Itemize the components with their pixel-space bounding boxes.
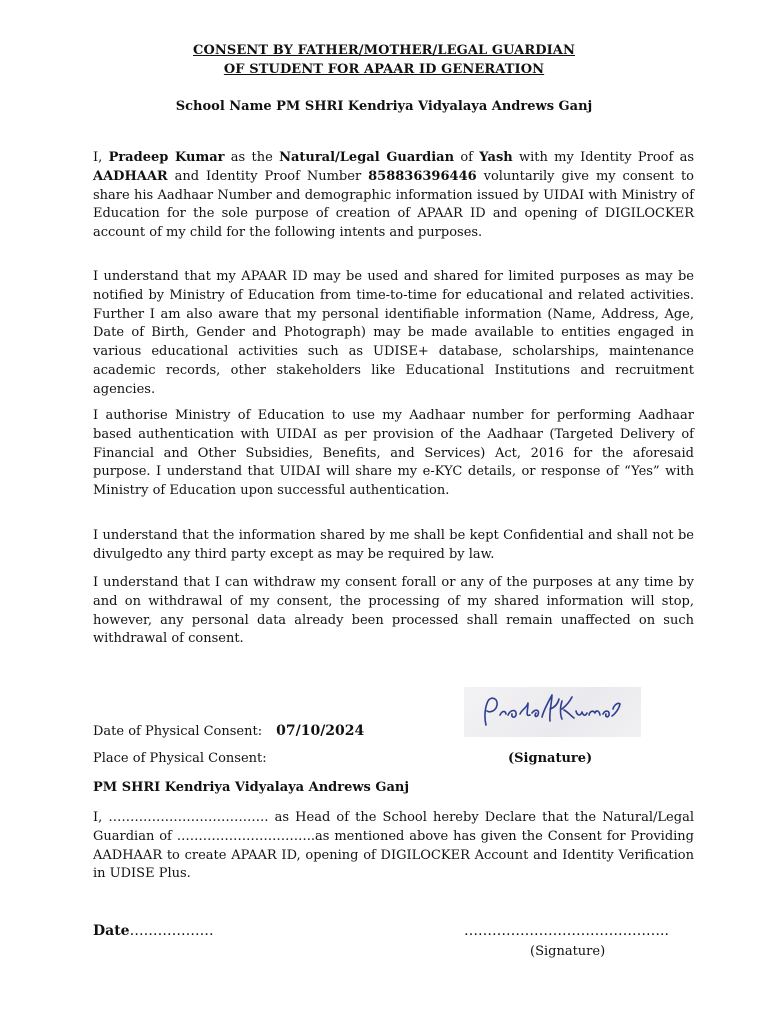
- signature-scribble: [464, 687, 641, 737]
- head-signature-label: (Signature): [530, 944, 606, 959]
- document-title-line-2: OF STUDENT FOR APAAR ID GENERATION: [223, 62, 545, 77]
- head-of-school-declaration: I, ………………………………. as Head of the School hereby Declare that the Natural/Legal Guardian of …………………………..as mentioned above has given the Consent for Providing AADHAAR to create APAAR ID, opening of DIGILOCKER Account and Identity Verification in UDISE Plus.: [93, 810, 694, 882]
- head-signature-dots: ……………………………………..: [464, 923, 669, 939]
- consent-paragraph-1: I, Pradeep Kumar as the Natural/Legal Guardian of Yash with my Identity Proof as AADHAAR and Identity Proof Number 858836396446 voluntarily give my consent to share his Aadhaar Number and demographic information issued by UIDAI with Ministry of Education for the sole purpose of creation of APAAR ID and opening of DIGILOCKER account of my child for the following intents and purposes.: [93, 150, 695, 241]
- physical-consent-date-row: [93, 723, 364, 739]
- declaration-date-field: [93, 923, 214, 939]
- id-proof-type: AADHAAR: [93, 168, 168, 184]
- physical-consent-date-label: Date of Physical Consent:: [93, 724, 263, 739]
- guardian-relation: Natural/Legal Guardian: [279, 150, 455, 165]
- consent-paragraph-4: I understand that the information shared by me shall be kept Confidential and shall not be divulgedto any third party except as may be required by law.: [93, 528, 694, 562]
- school-name-heading: School Name PM SHRI Kendriya Vidyalaya Andrews Ganj: [175, 99, 593, 114]
- school-declaration-heading: PM SHRI Kendriya Vidyalaya Andrews Ganj: [93, 780, 410, 795]
- document-title-line-1: CONSENT BY FATHER/MOTHER/LEGAL GUARDIAN: [193, 43, 575, 58]
- guardian-signature-image: [464, 687, 641, 737]
- physical-consent-place-label: Place of Physical Consent:: [93, 751, 267, 766]
- declaration-date-label: Date: [93, 923, 130, 939]
- guardian-signature-label: (Signature): [508, 751, 593, 766]
- consent-paragraph-5: I understand that I can withdraw my consent forall or any of the purposes at any time by and on withdrawal of my consent, the processing of my shared information will stop, however, any personal data already been processed shall remain unaffected on such withdrawal of consent.: [93, 575, 694, 647]
- declaration-date-dots: ………………: [129, 923, 214, 939]
- guardian-name: Pradeep Kumar: [108, 150, 225, 165]
- consent-paragraph-3: I authorise Ministry of Education to use my Aadhaar number for performing Aadhaar based authentication with UIDAI as per provision of the Aadhaar (Targeted Delivery of Financial and Other Subsidies, Benefits, and Services) Act, 2016 for the aforesaid purpose. I understand that UIDAI will share my e-KYC details, or response of “Yes” with Ministry of Education upon successful authentication.: [93, 408, 694, 499]
- id-proof-number: 858836396446: [368, 168, 477, 184]
- physical-consent-date-value: 07/10/2024: [276, 723, 365, 739]
- consent-paragraph-2: I understand that my APAAR ID may be used and shared for limited purposes as may be notified by Ministry of Education from time-to-time for educational and related activities. Further I am also aware that my personal identifiable information (Name, Address, Age, Date of Birth, Gender and Photograph) may be made available to entities engaged in various educational activities such as UDISE+ database, scholarships, maintenance academic records, other stakeholders like Educational Institutions and recruitment agencies.: [93, 269, 694, 397]
- student-name: Yash: [479, 150, 513, 165]
